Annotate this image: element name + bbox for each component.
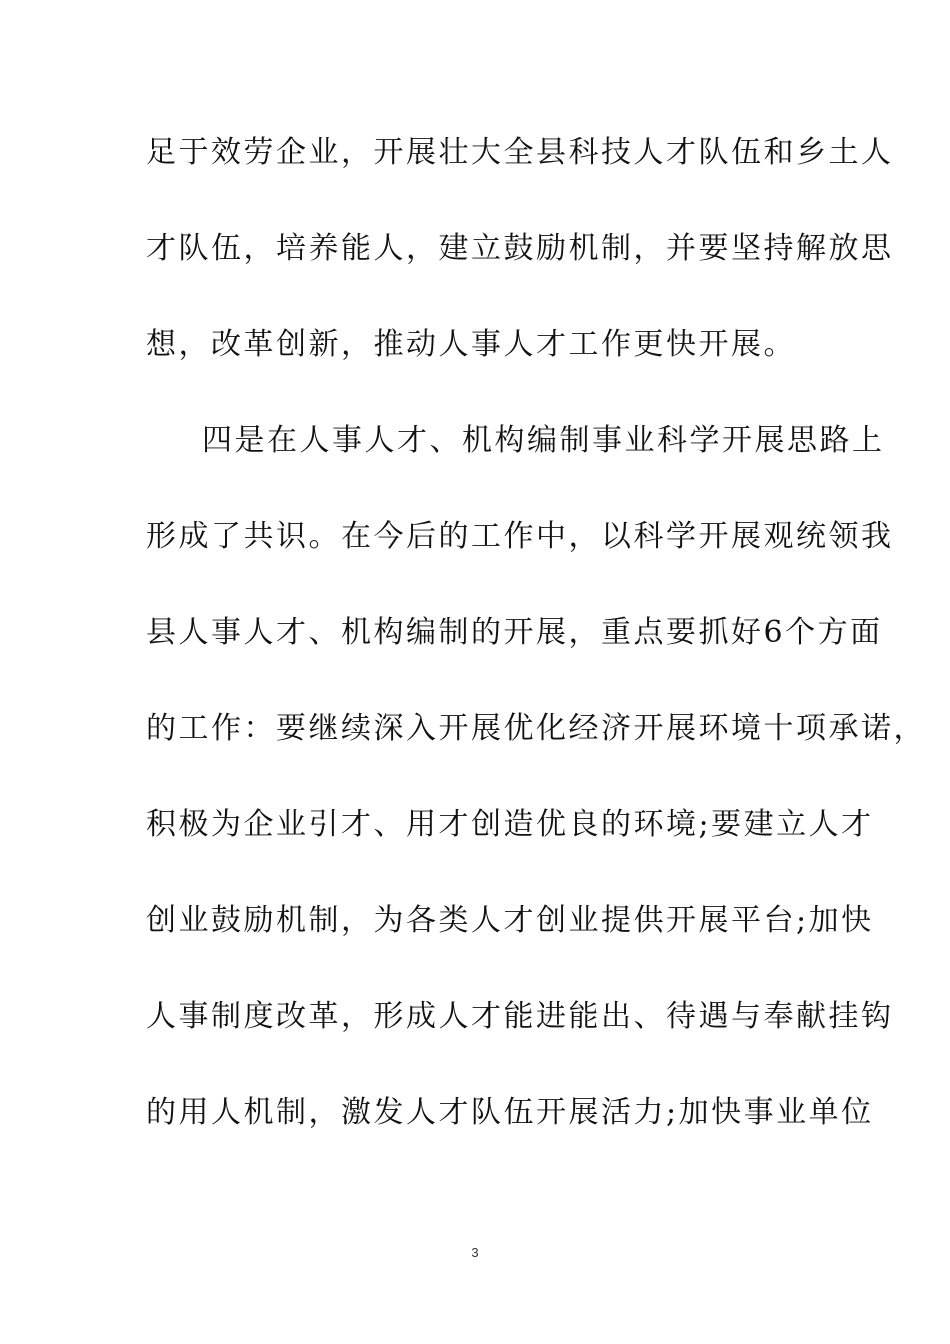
text-line: 县人事人才、机构编制的开展，重点要抓好6个方面	[146, 615, 883, 650]
text-line: 人事制度改革，形成人才能进能出、待遇与奉献挂钩	[146, 999, 894, 1034]
text-line: 形成了共识。在今后的工作中，以科学开展观统领我	[146, 519, 894, 554]
page-number: 3	[471, 1245, 479, 1260]
text-line: 才队伍，培养能人，建立鼓励机制，并要坚持解放思	[146, 231, 894, 266]
text-line: 积极为企业引才、用才创造优良的环境;要建立人才	[146, 807, 874, 842]
text-line: 的用人机制，激发人才队伍开展活力;加快事业单位	[146, 1095, 874, 1130]
text-line: 想，改革创新，推动人事人才工作更快开展。	[146, 327, 796, 362]
paragraph-start-line: 四是在人事人才、机构编制事业科学开展思路上	[202, 423, 885, 458]
text-line: 创业鼓励机制，为各类人才创业提供开展平台;加快	[146, 903, 874, 938]
text-line: 的工作：要继续深入开展优化经济开展环境十项承诺，	[146, 711, 926, 746]
body-text	[146, 126, 926, 1182]
text-line: 足于效劳企业，开展壮大全县科技人才队伍和乡土人	[146, 135, 894, 170]
